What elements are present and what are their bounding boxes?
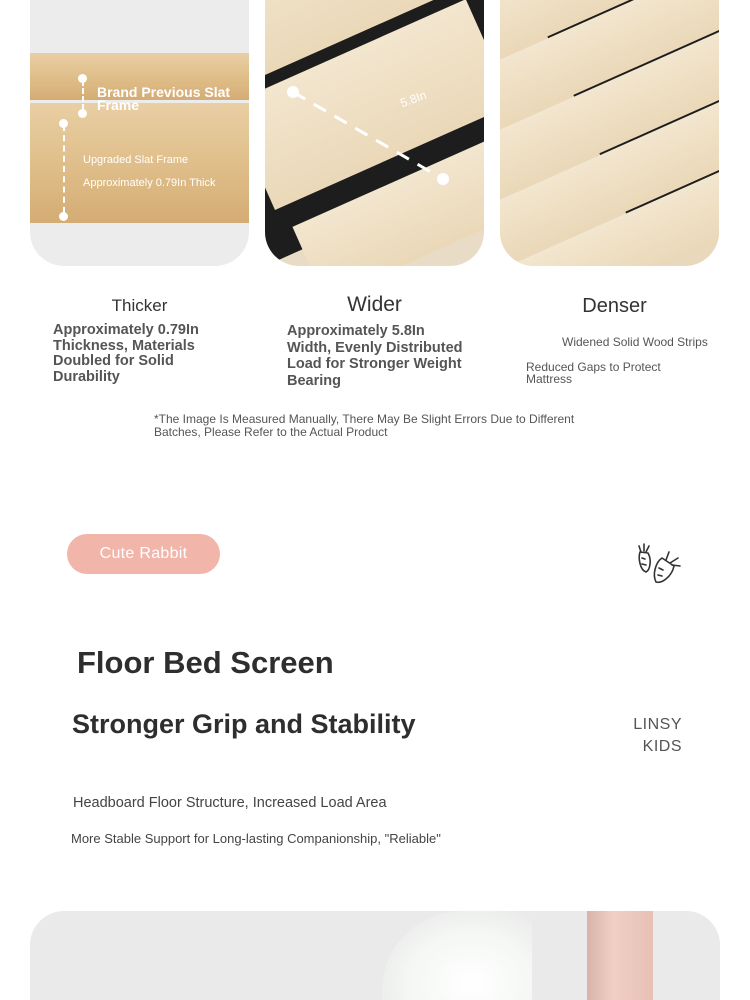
thickness-label: Approximately 0.79In Thick [83,177,216,189]
cute-rabbit-tag: Cute Rabbit [67,534,220,574]
feature-title-denser: Denser [582,295,647,317]
measure-dot [78,109,87,118]
floor-bed-screen-image [30,911,720,1000]
pink-bed-rail [587,911,653,1000]
section-paragraph: More Stable Support for Long-lasting Companionship, "Reliable" [71,831,441,846]
brand-logo [633,714,682,758]
measure-dot [59,212,68,221]
wider-product-image [265,0,484,266]
page-title: Floor Bed Screen [77,645,334,680]
measure-line [63,125,65,213]
feature-desc-wider: Approximately 5.8In Width, Evenly Distributed Load for Stronger Weight Bearing [287,323,463,389]
section-paragraph: Headboard Floor Structure, Increased Load Area [73,795,387,811]
carrot-icon [632,540,686,586]
feature-title-thicker: Thicker [111,296,168,315]
feature-note-strips: Widened Solid Wood Strips [562,335,708,349]
width-label: 5.8In [398,87,429,111]
measure-line [82,80,84,110]
previous-slat-label: Brand Previous Slat Frame [97,84,231,113]
denser-product-image [500,0,719,266]
feature-note-gaps: Reduced Gaps to Protect Mattress [526,360,661,386]
measurement-disclaimer: *The Image Is Measured Manually, There May Be Slight Errors Due to Different Batches, Please Refer to the Actual Product [154,412,575,439]
image-highlight [382,911,532,1000]
brand-line: KIDS [642,738,682,755]
thicker-product-image [30,0,249,266]
feature-desc-thicker: Approximately 0.79In Thickness, Materials Doubled for Solid Durability [53,322,199,385]
brand-line: LINSY [633,716,682,733]
width-measure-icon [265,0,484,266]
page-subtitle: Stronger Grip and Stability [72,709,416,739]
upgraded-slat-label: Upgraded Slat Frame [83,154,189,166]
feature-title-wider: Wider [347,293,402,316]
